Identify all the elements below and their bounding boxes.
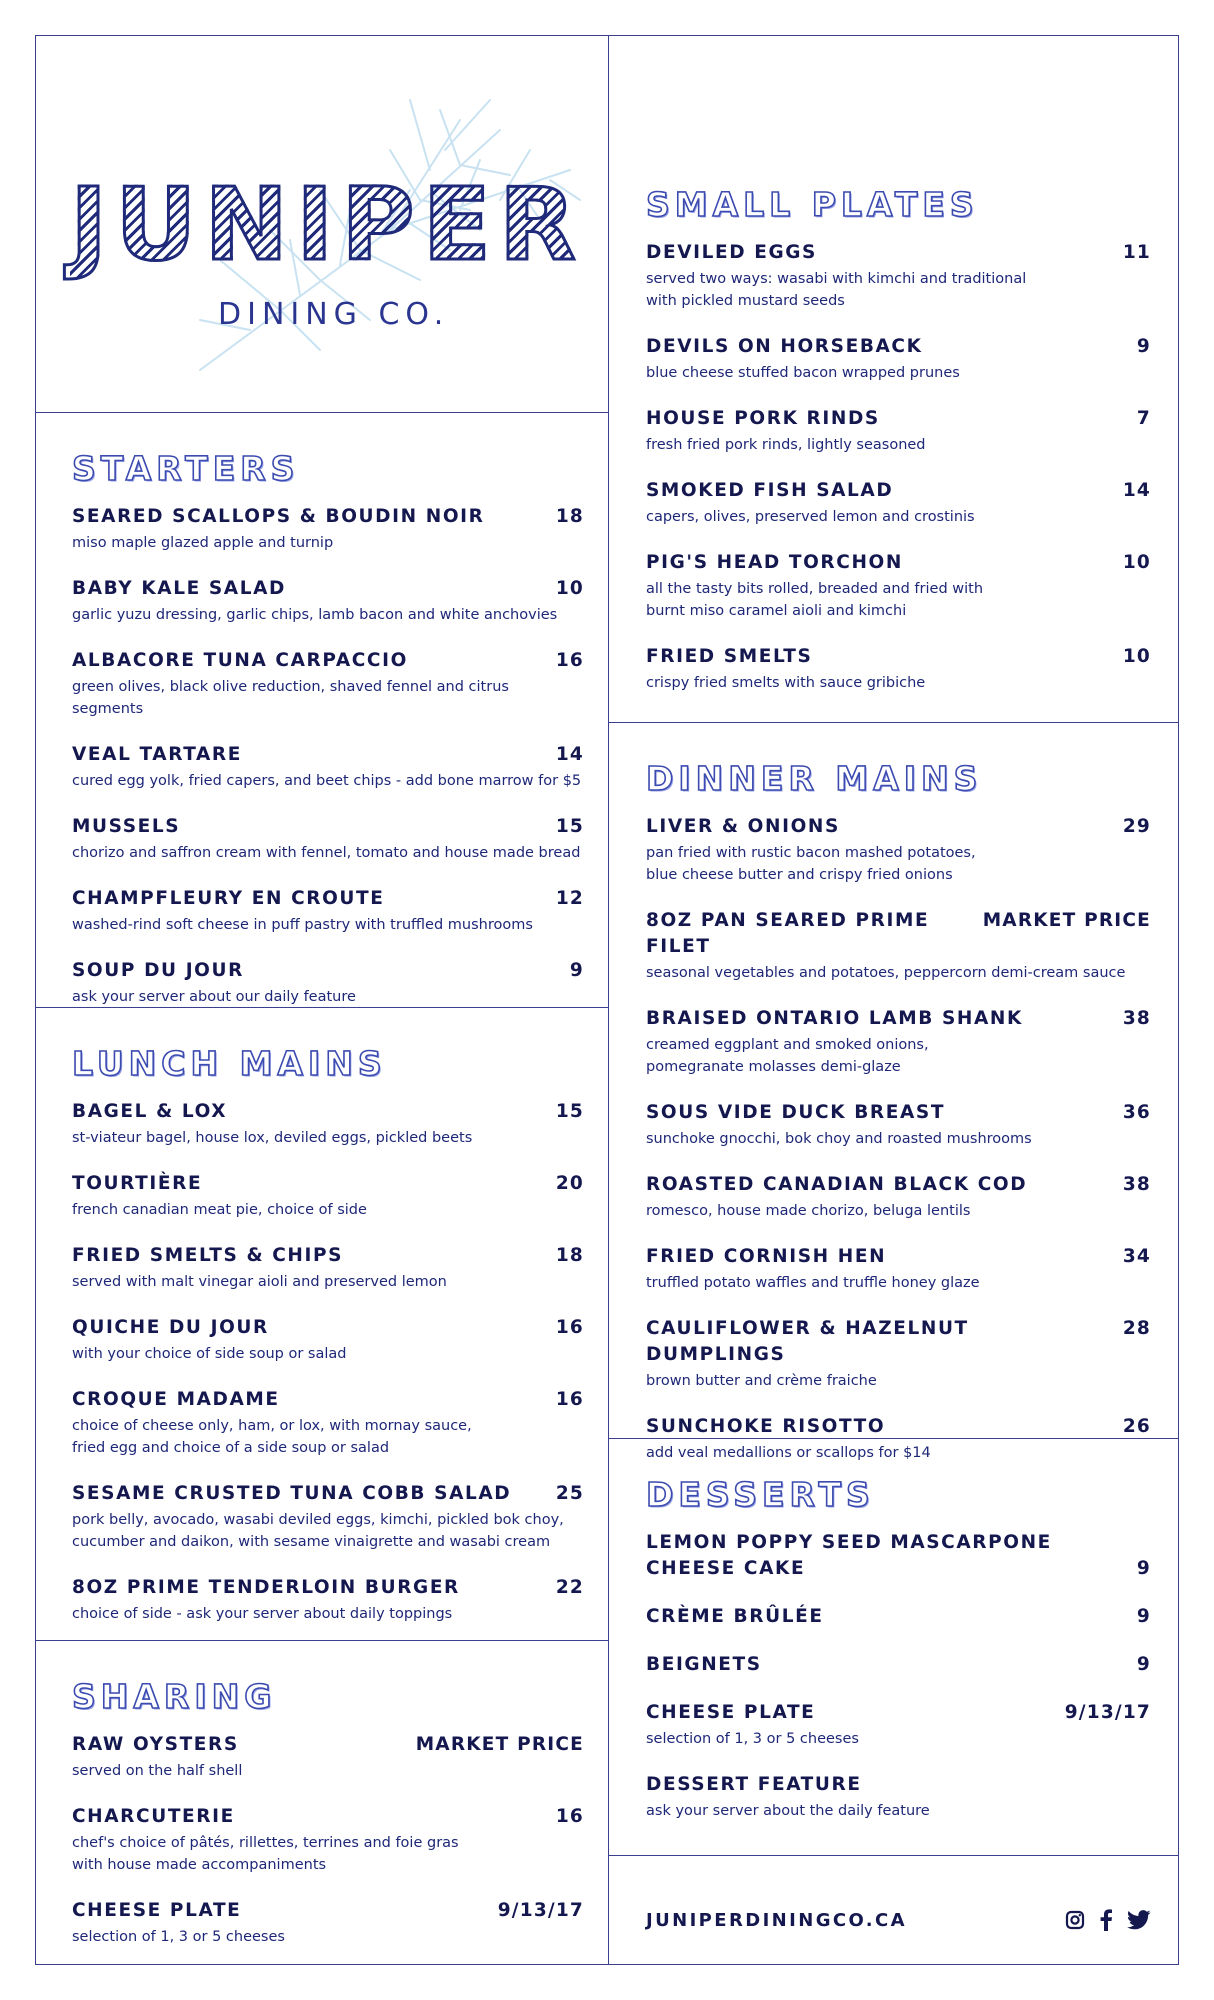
section-title: LUNCH MAINS	[72, 1044, 387, 1083]
item-price: 16	[555, 1317, 584, 1338]
item-price: 15	[555, 1101, 584, 1122]
item-description: all the tasty bits rolled, breaded and fried with burnt miso caramel aioli and kimchi	[646, 581, 984, 619]
item-price: 9	[569, 960, 584, 981]
starters-section	[72, 448, 584, 1030]
menu-item	[72, 1732, 584, 1782]
section-divider	[608, 722, 1179, 723]
item-description: romesco, house made chorizo, beluga lentils	[646, 1203, 971, 1219]
item-name: SOUS VIDE DUCK BREAST	[646, 1102, 946, 1123]
item-name: HOUSE PORK RINDS	[646, 408, 880, 429]
menu-item	[646, 406, 1151, 456]
menu-item	[72, 1387, 584, 1459]
item-price: 28	[1122, 1318, 1151, 1339]
sharing-section	[72, 1676, 584, 1970]
brand-name: JUNIPER	[70, 166, 584, 283]
item-name: FRIED SMELTS	[646, 646, 813, 667]
item-price: 16	[555, 1806, 584, 1827]
item-description: with your choice of side soup or salad	[72, 1346, 347, 1362]
item-price: 16	[555, 650, 584, 671]
menu-item	[72, 958, 584, 1008]
facebook-icon[interactable]	[1099, 1909, 1113, 1931]
item-name: CAULIFLOWER & HAZELNUT DUMPLINGS	[646, 1318, 969, 1365]
item-name: 8OZ PAN SEARED PRIME FILET	[646, 910, 930, 957]
menu-item	[646, 1700, 1151, 1750]
item-description: chef's choice of pâtés, rillettes, terrines and foie gras with house made accompaniments	[72, 1835, 459, 1873]
menu-item	[646, 1006, 1151, 1078]
item-description: blue cheese stuffed bacon wrapped prunes	[646, 365, 960, 381]
item-description: crispy fried smelts with sauce gribiche	[646, 675, 926, 691]
menu-item	[72, 742, 584, 792]
dinner-mains-section	[646, 758, 1151, 1486]
instagram-icon[interactable]	[1065, 1910, 1085, 1930]
desserts-section	[646, 1474, 1151, 1844]
menu-item	[646, 1652, 1151, 1678]
menu-item	[646, 1244, 1151, 1294]
item-name: LEMON POPPY SEED MASCARPONE CHEESE CAKE	[646, 1532, 1052, 1579]
item-name: VEAL TARTARE	[72, 744, 243, 765]
item-name: DEVILED EGGS	[646, 242, 817, 263]
item-price: 15	[555, 816, 584, 837]
item-name: CHEESE PLATE	[646, 1702, 816, 1723]
item-price: 9/13/17	[497, 1900, 584, 1921]
item-description: green olives, black olive reduction, shaved fennel and citrus segments	[72, 679, 509, 717]
section-divider	[608, 1855, 1179, 1856]
item-description: add veal medallions or scallops for $14	[646, 1445, 931, 1461]
menu-item	[646, 1100, 1151, 1150]
section-divider	[35, 412, 609, 413]
item-description: fresh fried pork rinds, lightly seasoned	[646, 437, 926, 453]
item-price: 26	[1122, 1416, 1151, 1437]
item-description: french canadian meat pie, choice of side	[72, 1202, 367, 1218]
item-name: CROQUE MADAME	[72, 1389, 280, 1410]
menu-item	[72, 1575, 584, 1625]
website-link[interactable]: JUNIPERDININGCO.CA	[646, 1909, 907, 1931]
item-description: selection of 1, 3 or 5 cheeses	[72, 1929, 285, 1945]
item-price: 14	[555, 744, 584, 765]
menu-item	[72, 1171, 584, 1221]
item-name: BEIGNETS	[646, 1654, 762, 1675]
menu-item	[646, 334, 1151, 384]
menu-item	[646, 1772, 1151, 1822]
section-title: SMALL PLATES	[646, 185, 979, 224]
menu-item	[646, 1414, 1151, 1464]
item-price: 14	[1122, 480, 1151, 501]
social-links	[1065, 1909, 1151, 1931]
item-price: 22	[555, 1577, 584, 1598]
menu-item	[72, 1243, 584, 1293]
item-description: garlic yuzu dressing, garlic chips, lamb bacon and white anchovies	[72, 607, 558, 623]
menu-item	[646, 908, 1151, 984]
item-name: BABY KALE SALAD	[72, 578, 286, 599]
item-description: pork belly, avocado, wasabi deviled eggs, kimchi, pickled bok choy, cucumber and daikon, with sesame vinaigrette and wasabi cream	[72, 1512, 564, 1550]
item-name: SESAME CRUSTED TUNA COBB SALAD	[72, 1483, 512, 1504]
item-description: choice of side - ask your server about daily toppings	[72, 1606, 453, 1622]
menu-item	[646, 550, 1151, 622]
item-price: 34	[1122, 1246, 1151, 1267]
menu-item	[72, 1481, 584, 1553]
item-name: SUNCHOKE RISOTTO	[646, 1416, 886, 1437]
item-description: truffled potato waffles and truffle honey glaze	[646, 1275, 980, 1291]
menu-item	[646, 814, 1151, 886]
item-name: SEARED SCALLOPS & BOUDIN NOIR	[72, 506, 485, 527]
item-name: FRIED CORNISH HEN	[646, 1246, 887, 1267]
item-description: ask your server about the daily feature	[646, 1803, 930, 1819]
item-price: 10	[1122, 646, 1151, 667]
item-price: 10	[555, 578, 584, 599]
item-description: served two ways: wasabi with kimchi and traditional with pickled mustard seeds	[646, 271, 1027, 309]
item-price: 20	[555, 1173, 584, 1194]
item-name: PIG'S HEAD TORCHON	[646, 552, 903, 573]
column-divider	[608, 35, 609, 1965]
lunch-mains-section	[72, 1043, 584, 1647]
menu-item	[72, 576, 584, 626]
menu-item	[72, 1315, 584, 1365]
small-plates-section	[646, 184, 1151, 716]
item-description: st-viateur bagel, house lox, deviled eggs, pickled beets	[72, 1130, 473, 1146]
item-description: pan fried with rustic bacon mashed potatoes, blue cheese butter and crispy fried onions	[646, 845, 976, 883]
menu-item	[646, 1316, 1151, 1392]
item-price: 38	[1122, 1174, 1151, 1195]
item-price: 9	[1136, 336, 1151, 357]
item-price: 16	[555, 1389, 584, 1410]
item-price: 18	[555, 1245, 584, 1266]
item-price: MARKET PRICE	[982, 910, 1151, 931]
menu-item	[646, 1530, 1151, 1582]
item-description: selection of 1, 3 or 5 cheeses	[646, 1731, 859, 1747]
item-description: choice of cheese only, ham, or lox, with mornay sauce, fried egg and choice of a side soup or salad	[72, 1418, 472, 1456]
item-description: chorizo and saffron cream with fennel, tomato and house made bread	[72, 845, 581, 861]
menu-item	[72, 886, 584, 936]
brand-logo	[70, 80, 590, 380]
item-name: 8OZ PRIME TENDERLOIN BURGER	[72, 1577, 460, 1598]
item-name: RAW OYSTERS	[72, 1734, 239, 1755]
menu-item	[72, 1804, 584, 1876]
item-name: LIVER & ONIONS	[646, 816, 840, 837]
menu-item	[646, 240, 1151, 312]
menu-item	[646, 1172, 1151, 1222]
brand-subtitle: DINING CO.	[218, 297, 450, 332]
item-name: CHAMPFLEURY EN CROUTE	[72, 888, 385, 909]
item-name: ALBACORE TUNA CARPACCIO	[72, 650, 408, 671]
menu-item	[72, 814, 584, 864]
item-description: seasonal vegetables and potatoes, peppercorn demi-cream sauce	[646, 965, 1126, 981]
item-price: 12	[555, 888, 584, 909]
twitter-icon[interactable]	[1127, 1910, 1151, 1930]
item-price: 25	[555, 1483, 584, 1504]
menu-item	[72, 1898, 584, 1948]
item-price: 38	[1122, 1008, 1151, 1029]
menu-item	[646, 478, 1151, 528]
menu-item	[646, 1604, 1151, 1630]
item-name: DEVILS ON HORSEBACK	[646, 336, 923, 357]
footer	[646, 1900, 1151, 1940]
item-name: DESSERT FEATURE	[646, 1774, 862, 1795]
item-description: sunchoke gnocchi, bok choy and roasted mushrooms	[646, 1131, 1032, 1147]
item-name: BRAISED ONTARIO LAMB SHANK	[646, 1008, 1023, 1029]
item-price: 9	[1136, 1606, 1151, 1627]
item-name: CHARCUTERIE	[72, 1806, 235, 1827]
item-price: 29	[1122, 816, 1151, 837]
section-title: DESSERTS	[646, 1475, 875, 1514]
item-description: miso maple glazed apple and turnip	[72, 535, 334, 551]
menu-item	[72, 1099, 584, 1149]
item-name: TOURTIÈRE	[72, 1173, 203, 1194]
menu-item	[646, 644, 1151, 694]
menu-item	[72, 504, 584, 554]
item-name: BAGEL & LOX	[72, 1101, 228, 1122]
item-description: served on the half shell	[72, 1763, 243, 1779]
item-description: capers, olives, preserved lemon and crostinis	[646, 509, 975, 525]
item-description: washed-rind soft cheese in puff pastry with truffled mushrooms	[72, 917, 533, 933]
section-title: SHARING	[72, 1677, 277, 1716]
item-price: 9/13/17	[1064, 1702, 1151, 1723]
item-name: CRÈME BRÛLÉE	[646, 1606, 824, 1627]
item-name: CHEESE PLATE	[72, 1900, 242, 1921]
item-name: SMOKED FISH SALAD	[646, 480, 894, 501]
item-description: brown butter and crème fraiche	[646, 1373, 877, 1389]
item-price: 9	[1136, 1558, 1151, 1579]
item-description: ask your server about our daily feature	[72, 989, 356, 1005]
item-price: 7	[1136, 408, 1151, 429]
item-description: creamed eggplant and smoked onions, pomegranate molasses demi-glaze	[646, 1037, 929, 1075]
section-title: STARTERS	[72, 449, 300, 488]
menu-item	[72, 648, 584, 720]
item-name: QUICHE DU JOUR	[72, 1317, 269, 1338]
item-name: SOUP DU JOUR	[72, 960, 244, 981]
item-description: served with malt vinegar aioli and preserved lemon	[72, 1274, 447, 1290]
item-price: 9	[1136, 1654, 1151, 1675]
item-name: ROASTED CANADIAN BLACK COD	[646, 1174, 1028, 1195]
item-name: FRIED SMELTS & CHIPS	[72, 1245, 344, 1266]
item-price: 36	[1122, 1102, 1151, 1123]
section-title: DINNER MAINS	[646, 759, 983, 798]
item-price: 10	[1122, 552, 1151, 573]
item-description: cured egg yolk, fried capers, and beet chips - add bone marrow for $5	[72, 773, 582, 789]
item-price: 11	[1122, 242, 1151, 263]
item-name: MUSSELS	[72, 816, 181, 837]
item-price: MARKET PRICE	[415, 1734, 584, 1755]
item-price: 18	[555, 506, 584, 527]
